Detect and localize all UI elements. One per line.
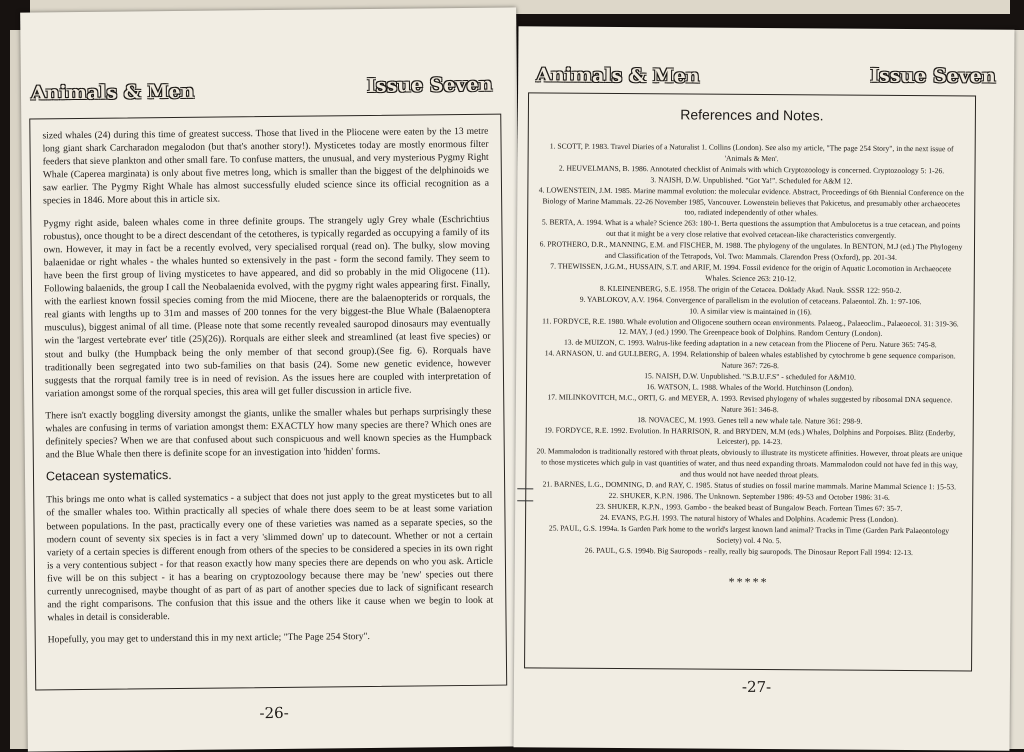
paragraph-2: Pygmy right aside, baleen whales come in three definite groups. The strangely ugly Grey whale (Eschrichtius robustus), once thought to be a direct descendant of the cetotheres, is typically regarded as occupying a family of its own. However, it may in fact be a recently evolved, very specialised rorqual (read on). The bulky, slow moving balaenidae or right whales - the whales hunted so extensively in the past - form the second family. They seem to have been the first group of living mysticetes to have appeared, and did so probably in the mid Oligocene (11). Following balaenids, the group I call the Neobalaenida evolved, with the pygmy right wales appearing first. Finally, with the earliest known fossil species coming from the mid Miocene, there are the balaenopterids or rorquals, the real giants with lengths up to 31m and masses of 200 tonnes for the very biggest-the Blue Whale (Balaenoptera musculus), biggest animal of all time. (Please note that some recently revealed sauropod dinosaurs may eventually win the 'largest vertebrate ever' title (25)(26)). Rorquals are either sleek and streamlined (at least five species) or stout and bulky (the Humpback being the only member of that second group).(See fig. 6). Rorquals have traditionally been segregated into two sub-families on that basis (24). Some new genetic evidence, however suggests that the rorqual family tree is in need of revision. As the issues here are coupled with interpretation of variation amongst some of the rorqual species, this area will get fuller discussion in article five. bbox=[43, 213, 492, 400]
left-page-number: -26- bbox=[259, 703, 289, 723]
reference-item: 8. KLEINENBERG, S.E. 1958. The origin of the Cetacea. Doklady Akad. Nauk. SSSR 122: 950-2. bbox=[599, 283, 902, 295]
references-list bbox=[526, 141, 975, 559]
reference-item: 16. WATSON, L. 1988. Whales of the World. Hutchinson (London). bbox=[646, 382, 854, 393]
reference-item: 19. FORDYCE, R.E. 1992. Evolution. In HARRISON, R. and BRYDEN, M.M (eds.) Whales, Dolphins and Porpoises. Blitz (Enderby, Leicester), pp. 14-23. bbox=[544, 425, 956, 447]
reference-item: 25. PAUL, G.S. 1994a. Is Garden Park home to the world's largest known land animal? Tracks in Time (Garden Park Palaeontology Society) vol. 4 No. 5. bbox=[548, 523, 950, 545]
right-page bbox=[513, 26, 1014, 750]
reference-item: 18. NOVACEC, M. 1993. Genes tell a new whale tale. Nature 361: 298-9. bbox=[637, 414, 863, 426]
reference-item: 9. YABLOKOV, A.V. 1964. Convergence of parallelism in the evolution of cetaceans. Palaeontol. Zh. 1: 97-106. bbox=[579, 294, 922, 306]
reference-item: 6. PROTHERO, D.R., MANNING, E.M. and FISCHER, M. 1988. The phylogeny of the ungulates. In BENTON, M.J (ed.) The Phylogeny and Classification of the Tetrapods, Vol. Two: Mammals. Clarendon Press (Oxford), pp. 201-34. bbox=[539, 239, 963, 262]
reference-item: 1. SCOTT, P. 1983. Travel Diaries of a Naturalist 1. Collins (London). See also my article, "The page 254 Story", in the next issue of 'Animals & Men'. bbox=[549, 141, 954, 164]
reference-item: 26. PAUL, G.S. 1994b. Big Sauropods - really, really big sauropods. The Dinosaur Report Fall 1994: 12-13. bbox=[584, 545, 913, 557]
reference-item: 14. ARNASON, U. and GULLBERG, A. 1994. Relationship of baleen whales established by cytochrome b gene sequence comparison. Nature 367: 726-8. bbox=[544, 348, 956, 371]
reference-item: 23. SHUKER, K.P.N., 1993. Gambo - the beaked beast of Bungalow Beach. Fortean Times 67: 35-7. bbox=[596, 501, 903, 513]
reference-item: 7. THEWISSEN, J.G.M., HUSSAIN, S.T. and ARIF, M. 1994. Fossil evidence for the origin of Aquatic Locomotion in Archaeocete Whales. Science 263: 210-12. bbox=[550, 261, 952, 284]
left-header-title: Animals & Men bbox=[30, 80, 195, 105]
reference-item: 20. Mammalodon is traditionally restored with throat pleats, obviously to illustrate its mysticete affinities. However, throat pleats are unique to those mysticetes which gulp in vast quantities of water, and thus need expanding throats. Mammalodon could not have fed in this way, and thus would not have needed throat pleats. bbox=[536, 446, 963, 480]
paragraph-4: This brings me onto what is called systematics - a subject that does not just apply to the great mysticetes but to all of the smaller whales too. Within practically all species of whale there does seem to be at least some variation between populations. In the past, practically every one of these varieties was named as a separate species, so the modern count of seventy six species is in fact a very 'slimmed down' up to datecount. Whether or not a certain variety of a certain species is different enough from others of the species to be considered a species in its own right is a very contentious subject - for that reason exactly how many species there are depends on who you ask. Article five will be on this subject - it has a bearing on cryptozoology because there may be 'new' species out there currently unrecognised, maybe thought of as part of as part of another species due to lack of significant research and the right comparisons. The confusion that this issue and the others like it cause when we begin to look at whales in detail is considerable. bbox=[46, 490, 494, 624]
reference-item: 11. FORDYCE, R.E. 1980. Whale evolution and Oligocene southern ocean environments. Palaeog., Palaeoclim., Palaeoecol. 31: 319-36. bbox=[542, 315, 959, 328]
right-header-title: Animals & Men bbox=[536, 64, 700, 88]
reference-item: 21. BARNES, L.G., DOMNING, D. and RAY, C. 1985. Status of studies on fossil marine mammals. Marine Mammal Science 1: 15-53. bbox=[542, 479, 957, 492]
reference-item: 4. LOWENSTEIN, J.M. 1985. Marine mammal evolution: the molecular evidence. Abstract, Proceedings of 6th Biennial Conference on the Biology of Marine Mammals. 22-26 November 1985, Vancouver. Lowenstein believes that Pakicetus, and presumably other archaeocetes too, radiated independently of other whales. bbox=[538, 185, 964, 218]
left-article-text bbox=[30, 115, 505, 647]
reference-item: 5. BERTA, A. 1994. What is a whale? Science 263: 180-1. Berta questions the assumption that Ambulocetus is a true cetacean, and points out that it might be a very close relative that evolved cetacean-like characteristics convergently. bbox=[541, 217, 961, 241]
paragraph-1: sized whales (24) during this time of greatest success. Those that lived in the Pliocene were eaten by the 13 metre long giant shark Carcharadon megalodon (but that's another story!). Mysticetes today are mostly enormous filter feeders that sieve plankton and other small fare. To confuse matters, the unusual, and very mysterious Pygmy Right Whale (Caperea marginata) is only about five metres long, which is smaller than the biggest of the delphinoids we saw earlier. The Pygmy Right Whale has almost successfully eluded science since its official recognition as a species in 1846. More about this in article six. bbox=[42, 125, 490, 207]
pen-mark-2 bbox=[517, 500, 533, 501]
section-title: Cetacean systematics. bbox=[45, 468, 172, 484]
reference-item: 3. NAISH, D.W. Unpublished. "Got Ya!". Scheduled for A&M 12. bbox=[650, 174, 853, 186]
reference-item: 17. MILINKOVITCH, M.C., ORTI, G. and MEYER, A. 1993. Revised phylogeny of whales suggested by ribosomal DNA sequence. Nature 361: 346-8. bbox=[547, 392, 953, 414]
paragraph-3: There isn't exactly boggling diversity amongst the giants, unlike the smaller whales but perhaps surprisingly these whales are confusing in terms of variation amongst them: EXACTLY how many species are there? Which ones are definitely species? When we are that confused about such conspicuous and well known species as the Humpback and the Blue Whale then there is definite scope for an investigation into 'hidden' forms. bbox=[45, 405, 492, 461]
left-header-issue: Issue Seven bbox=[366, 73, 493, 97]
reference-item: 13. de MUIZON, C. 1993. Walrus-like feeding adaptation in a new cetacean from the Pliocene of Peru. Nature 365: 745-8. bbox=[563, 337, 937, 350]
paragraph-5: Hopefully, you may get to understand this in my next article; "The Page 254 Story". bbox=[47, 631, 370, 646]
reference-item: 24. EVANS, P.G.H. 1993. The natural history of Whales and Dolphins. Academic Press (London). bbox=[600, 512, 899, 524]
end-stars: ***** bbox=[728, 575, 769, 590]
left-article-box bbox=[29, 114, 507, 691]
reference-item: 10. A similar view is maintained in (16). bbox=[689, 306, 812, 316]
reference-item: 12. MAY, J (ed.) 1990. The Greenpeace book of Dolphins. Random Century (London). bbox=[618, 327, 883, 339]
right-header-issue: Issue Seven bbox=[870, 64, 996, 88]
references-box bbox=[524, 92, 976, 671]
references-title: References and Notes. bbox=[680, 106, 824, 124]
reference-item: 22. SHUKER, K.P.N. 1986. The Unknown. September 1986: 49-53 and October 1986: 31-6. bbox=[608, 490, 890, 502]
reference-item: 2. HEUVELMANS, B. 1986. Annotated checklist of Animals with which Cryptozoology is concerned. Cryptozoology 5: 1-26. bbox=[558, 163, 945, 176]
pen-mark-1 bbox=[517, 488, 533, 489]
reference-item: 15. NAISH, D.W. Unpublished. "S.B.U.F.S" - scheduled for A&M10. bbox=[644, 371, 856, 382]
right-page-number: -27- bbox=[741, 677, 772, 697]
left-page bbox=[20, 7, 524, 751]
